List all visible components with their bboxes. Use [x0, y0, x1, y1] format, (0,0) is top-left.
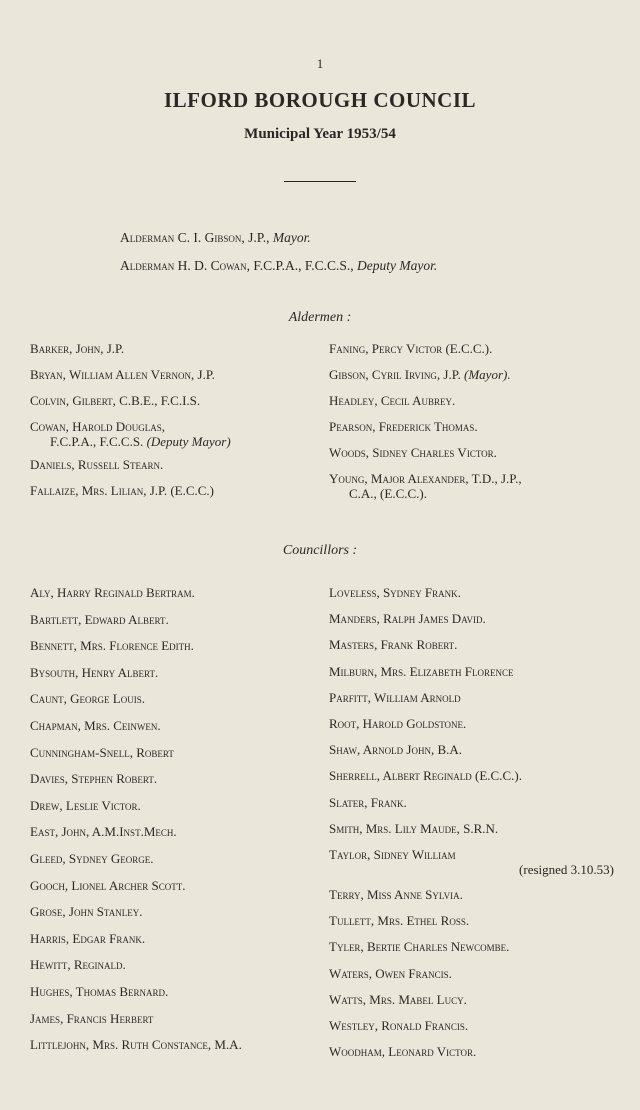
councillor-entry-text: Drew, Leslie Victor. [30, 798, 141, 813]
councillor-entry [30, 984, 168, 999]
alderman-entry-text: Young, Major Alexander, T.D., J.P., [329, 471, 522, 486]
deputy-mayor-line [120, 258, 437, 274]
alderman-entry-role: (Deputy Mayor) [143, 434, 231, 449]
alderman-entry-text: Bryan, William Allen Vernon, J.P. [30, 367, 215, 382]
page-number: 1 [316, 56, 324, 71]
councillor-entry-text: Manders, Ralph James David. [329, 611, 486, 626]
mayor-role: Mayor. [272, 230, 311, 245]
councillor-entry-text: Bennett, Mrs. Florence Edith. [30, 638, 194, 653]
councillor-entry-text: Gooch, Lionel Archer Scott. [30, 878, 186, 893]
alderman-entry [30, 419, 231, 449]
alderman-entry-continuation [329, 486, 522, 501]
alderman-entry [329, 367, 511, 382]
councillor-entry [329, 887, 463, 902]
alderman-entry [329, 419, 478, 434]
alderman-entry [329, 471, 522, 501]
councillor-entry [329, 690, 461, 705]
councillor-entry [329, 664, 514, 679]
councillor-entry-text: Bartlett, Edward Albert. [30, 612, 169, 627]
councillor-entry [30, 718, 161, 733]
councillor-entry [30, 957, 126, 972]
councillor-entry-text: Parfitt, William Arnold [329, 690, 461, 705]
councillor-entry [329, 1044, 476, 1059]
alderman-entry-role: (Mayor). [460, 367, 511, 382]
councillor-entry [30, 931, 145, 946]
alderman-entry-text: Barker, John, J.P. [30, 341, 125, 356]
alderman-entry-continuation [30, 434, 231, 449]
councillor-entry [329, 966, 452, 981]
councillor-entry-text: Waters, Owen Francis. [329, 966, 452, 981]
councillor-entry-text: Milburn, Mrs. Elizabeth Florence [329, 664, 514, 679]
councillor-entry [329, 637, 457, 652]
alderman-entry [30, 367, 215, 382]
alderman-entry-text: Pearson, Frederick Thomas. [329, 419, 478, 434]
councillor-entry [30, 745, 174, 760]
councillor-entry-text: Davies, Stephen Robert. [30, 771, 158, 786]
councillor-entry-text: Tullett, Mrs. Ethel Ross. [329, 913, 470, 928]
councillor-entry-text: Tyler, Bertie Charles Newcombe. [329, 939, 510, 954]
councillor-entry [329, 913, 469, 928]
councillor-entry [30, 904, 142, 919]
councillor-entry [329, 847, 614, 877]
councillor-entry-text: Taylor, Sidney William [329, 847, 456, 862]
councillor-entry-text: Chapman, Mrs. Ceinwen. [30, 718, 161, 733]
councillor-entry-text: Caunt, George Louis. [30, 691, 145, 706]
mayor-name: Alderman C. I. Gibson, J.P., [120, 230, 270, 245]
councillor-entry-text: Hewitt, Reginald. [30, 957, 126, 972]
councillor-entry-text: Woodham, Leonard Victor. [329, 1044, 477, 1059]
councillor-entry [329, 716, 466, 731]
councillor-entry [30, 585, 195, 600]
councillor-entry-text: Smith, Mrs. Lily Maude, S.R.N. [329, 821, 499, 836]
alderman-entry-text: Daniels, Russell Stearn. [30, 457, 164, 472]
councillor-entry [30, 638, 194, 653]
councillor-entry [30, 691, 145, 706]
councillor-entry [30, 798, 141, 813]
councillor-entry [30, 1037, 242, 1052]
councillor-entry [30, 665, 158, 680]
alderman-entry-text: Faning, Percy Victor (E.C.C.). [329, 341, 493, 356]
councillor-entry [329, 992, 467, 1007]
councillor-entry-text: Gleed, Sydney George. [30, 851, 154, 866]
councillor-entry [30, 771, 157, 786]
mayor-line [120, 230, 311, 246]
councillor-entry-text: Aly, Harry Reginald Bertram. [30, 585, 195, 600]
alderman-entry-text: Gibson, Cyril Irving, J.P. [329, 367, 461, 382]
councillor-entry [30, 824, 177, 839]
document-title: ILFORD BOROUGH COUNCIL [163, 88, 477, 112]
alderman-entry [30, 483, 214, 498]
councillors-heading: Councillors : [282, 543, 358, 558]
councillor-entry-text: East, John, A.M.Inst.Mech. [30, 824, 177, 839]
councillor-entry [329, 939, 509, 954]
councillor-entry [30, 878, 185, 893]
councillor-entry-note: (resigned 3.10.53) [519, 862, 614, 877]
councillor-entry-text: Bysouth, Henry Albert. [30, 665, 159, 680]
document-subtitle: Municipal Year 1953/54 [244, 126, 396, 142]
councillor-entry [329, 611, 486, 626]
councillor-entry [329, 821, 498, 836]
councillor-entry-text: James, Francis Herbert [30, 1011, 154, 1026]
councillor-entry-text: Sherrell, Albert Reginald (E.C.C.). [329, 768, 522, 783]
councillor-entry-text: Masters, Frank Robert. [329, 637, 458, 652]
alderman-entry [329, 445, 497, 460]
alderman-entry [329, 393, 455, 408]
alderman-entry-continuation-text: C.A., (E.C.C.). [349, 486, 427, 501]
alderman-entry-text: Cowan, Harold Douglas, [30, 419, 165, 434]
councillor-entry [329, 768, 522, 783]
alderman-entry [30, 457, 163, 472]
councillor-entry-text: Root, Harold Goldstone. [329, 716, 467, 731]
councillor-entry-text: Slater, Frank. [329, 795, 407, 810]
councillor-entry-text: Harris, Edgar Frank. [30, 931, 146, 946]
councillor-entry-text: Hughes, Thomas Bernard. [30, 984, 169, 999]
alderman-entry-text: Woods, Sidney Charles Victor. [329, 445, 497, 460]
alderman-entry [30, 341, 124, 356]
councillor-entry [329, 795, 407, 810]
councillor-entry-text: Terry, Miss Anne Sylvia. [329, 887, 463, 902]
councillor-entry [329, 1018, 468, 1033]
councillor-entry [329, 742, 462, 757]
divider-rule [284, 181, 356, 182]
aldermen-heading: Aldermen : [288, 310, 352, 325]
alderman-entry-continuation-text: F.C.P.A., F.C.C.S. [50, 434, 144, 449]
alderman-entry-text: Colvin, Gilbert, C.B.E., F.C.I.S. [30, 393, 201, 408]
councillor-entry-text: Shaw, Arnold John, B.A. [329, 742, 463, 757]
deputy-mayor-role: Deputy Mayor. [357, 258, 438, 273]
alderman-entry-text: Headley, Cecil Aubrey. [329, 393, 456, 408]
councillor-entry-text: Watts, Mrs. Mabel Lucy. [329, 992, 467, 1007]
councillor-entry-text: Cunningham-Snell, Robert [30, 745, 174, 760]
deputy-mayor-name: Alderman H. D. Cowan, F.C.P.A., F.C.C.S., [120, 258, 354, 273]
councillor-entry [30, 1011, 153, 1026]
councillor-entry-text: Grose, John Stanley. [30, 904, 143, 919]
alderman-entry [30, 393, 200, 408]
councillor-entry [30, 612, 169, 627]
councillor-entry-text: Littlejohn, Mrs. Ruth Constance, M.A. [30, 1037, 242, 1052]
councillor-entry [30, 851, 154, 866]
councillor-entry-text: Westley, Ronald Francis. [329, 1018, 469, 1033]
councillor-entry [329, 585, 461, 600]
councillor-entry-text: Loveless, Sydney Frank. [329, 585, 461, 600]
alderman-entry [329, 341, 492, 356]
alderman-entry-text: Fallaize, Mrs. Lilian, J.P. (E.C.C.) [30, 483, 215, 498]
